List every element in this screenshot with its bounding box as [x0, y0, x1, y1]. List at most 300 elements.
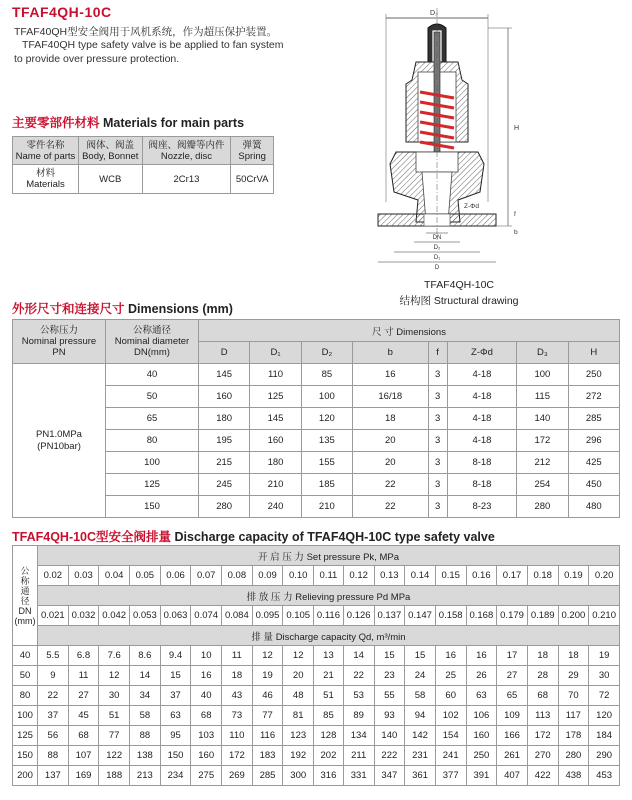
dimensions-heading-cn: 外形尺寸和连接尺寸: [12, 302, 125, 316]
capacity-cell: 106: [466, 706, 497, 726]
capacity-cell: 222: [374, 746, 405, 766]
table-cell: 215: [199, 452, 250, 474]
table-cell: 100: [106, 452, 199, 474]
capacity-cell: 202: [314, 746, 344, 766]
set-pressure-cell: 0.19: [558, 566, 589, 586]
capacity-cell: 12: [283, 646, 314, 666]
capacity-cell: 137: [38, 766, 69, 786]
capacity-cell: 27: [68, 686, 99, 706]
dn-vertical-label: 公 称 通 径 DN (mm): [13, 546, 38, 646]
capacity-cell: 73: [222, 706, 253, 726]
capacity-cell: 14: [130, 666, 161, 686]
relieving-pressure-cell: 0.179: [497, 606, 528, 626]
table-cell: 180: [199, 408, 250, 430]
dimensions-heading-en: Dimensions (mm): [128, 302, 233, 316]
set-pressure-cell: 0.04: [99, 566, 130, 586]
capacity-cell: 7.6: [99, 646, 130, 666]
table-cell: 125: [106, 474, 199, 496]
materials-heading-en: Materials for main parts: [103, 116, 245, 130]
table-cell: 20: [353, 430, 428, 452]
set-pressure-cell: 0.15: [435, 566, 466, 586]
capacity-cell: 68: [191, 706, 222, 726]
capacity-cell: 24: [405, 666, 436, 686]
capacity-cell: 123: [283, 726, 314, 746]
capacity-cell: 102: [435, 706, 466, 726]
capacity-cell: 27: [497, 666, 528, 686]
table-cell: 172: [517, 430, 568, 452]
capacity-cell: 5.5: [38, 646, 69, 666]
relieving-pressure-cell: 0.053: [130, 606, 161, 626]
capacity-cell: 48: [283, 686, 314, 706]
table-cell: 3: [428, 474, 447, 496]
table-row: [13, 666, 620, 686]
relieving-pressure-cell: 0.126: [343, 606, 374, 626]
capacity-cell: 16: [435, 646, 466, 666]
table-cell: 50: [106, 386, 199, 408]
product-title: TFAF4QH-10C: [12, 4, 112, 20]
capacity-cell: 285: [252, 766, 283, 786]
capacity-cell: 77: [252, 706, 283, 726]
label-d: D: [434, 265, 440, 270]
capacity-cell: 8.6: [130, 646, 161, 666]
capacity-dn-cell: 40: [13, 646, 38, 666]
label-d3: D₃: [430, 10, 438, 17]
dimension-column-header: H: [568, 342, 619, 364]
relieving-pressure-cell: 0.042: [99, 606, 130, 626]
table-cell: 3: [428, 452, 447, 474]
capacity-cell: 25: [435, 666, 466, 686]
table-cell: 16: [353, 364, 428, 386]
relieving-pressure-cell: 0.158: [435, 606, 466, 626]
capacity-cell: 140: [374, 726, 405, 746]
capacity-cell: 280: [558, 746, 589, 766]
capacity-cell: 172: [222, 746, 253, 766]
materials-header: 阀体、阀盖 Body, Bonnet: [78, 137, 142, 165]
capacity-cell: 93: [374, 706, 405, 726]
relieving-pressure-cell: 0.116: [314, 606, 344, 626]
table-cell: 18: [353, 408, 428, 430]
capacity-cell: 213: [130, 766, 161, 786]
capacity-cell: 30: [589, 666, 620, 686]
capacity-cell: 65: [497, 686, 528, 706]
table-cell: 245: [199, 474, 250, 496]
capacity-cell: 103: [191, 726, 222, 746]
table-cell: 140: [517, 408, 568, 430]
capacity-cell: 117: [558, 706, 589, 726]
capacity-cell: 347: [374, 766, 405, 786]
table-cell: 20: [353, 452, 428, 474]
table-cell: 120: [301, 408, 352, 430]
table-cell: 115: [517, 386, 568, 408]
capacity-cell: 172: [527, 726, 558, 746]
set-pressure-cell: 0.07: [191, 566, 222, 586]
table-cell: 480: [568, 496, 619, 518]
table-cell: 3: [428, 386, 447, 408]
label-d1: D₁: [433, 255, 441, 261]
table-cell: 280: [199, 496, 250, 518]
capacity-cell: 28: [527, 666, 558, 686]
label-d2: D₂: [433, 245, 441, 251]
capacity-cell: 250: [466, 746, 497, 766]
capacity-cell: 22: [343, 666, 374, 686]
capacity-cell: 63: [160, 706, 191, 726]
capacity-cell: 17: [497, 646, 528, 666]
set-pressure-cell: 0.17: [497, 566, 528, 586]
table-cell: 160: [199, 386, 250, 408]
dimension-column-header: Z-Φd: [447, 342, 517, 364]
table-cell: 4-18: [447, 364, 517, 386]
dimensions-heading: [12, 299, 233, 317]
set-pressure-cell: 0.09: [252, 566, 283, 586]
set-pressure-cell: 0.13: [374, 566, 405, 586]
table-cell: 100: [517, 364, 568, 386]
relieving-pressure-cell: 0.137: [374, 606, 405, 626]
relieving-pressure-cell: 0.063: [160, 606, 191, 626]
relieving-pressure-cell: 0.189: [527, 606, 558, 626]
dimension-column-header: D₁: [250, 342, 301, 364]
capacity-cell: 169: [68, 766, 99, 786]
capacity-cell: 110: [222, 726, 253, 746]
capacity-cell: 60: [435, 686, 466, 706]
capacity-cell: 30: [99, 686, 130, 706]
capacity-cell: 40: [191, 686, 222, 706]
capacity-heading-cn: TFAF4QH-10C型安全阀排量: [12, 530, 172, 544]
table-cell: 4-18: [447, 430, 517, 452]
table-cell: 272: [568, 386, 619, 408]
table-cell: 296: [568, 430, 619, 452]
discharge-header: 排 量 Discharge capacity Qd, m³/min: [38, 626, 620, 646]
table-cell: 195: [199, 430, 250, 452]
set-pressure-cell: 0.14: [405, 566, 436, 586]
capacity-cell: 6.8: [68, 646, 99, 666]
capacity-cell: 18: [222, 666, 253, 686]
dimensions-table: [12, 319, 620, 518]
capacity-cell: 43: [222, 686, 253, 706]
capacity-cell: 150: [160, 746, 191, 766]
capacity-cell: 290: [589, 746, 620, 766]
capacity-cell: 422: [527, 766, 558, 786]
table-cell: 160: [250, 430, 301, 452]
set-pressure-cell: 0.06: [160, 566, 191, 586]
capacity-cell: 51: [99, 706, 130, 726]
capacity-cell: 116: [252, 726, 283, 746]
label-dn: DN: [432, 235, 442, 241]
intro-cn: TFAF40QH型安全阀用于风机系统，作为超压保护装置。: [14, 26, 278, 38]
capacity-dn-cell: 125: [13, 726, 38, 746]
capacity-cell: 94: [405, 706, 436, 726]
relieving-pressure-cell: 0.168: [466, 606, 497, 626]
dimension-column-header: D: [199, 342, 250, 364]
capacity-cell: 15: [405, 646, 436, 666]
capacity-cell: 438: [558, 766, 589, 786]
capacity-cell: 68: [68, 726, 99, 746]
intro-en-line1: TFAF40QH type safety valve is be applied to fan system: [22, 39, 284, 51]
capacity-cell: 377: [435, 766, 466, 786]
table-row: [13, 726, 620, 746]
capacity-cell: 109: [497, 706, 528, 726]
capacity-cell: 46: [252, 686, 283, 706]
table-cell: 3: [428, 364, 447, 386]
set-pressure-cell: 0.20: [589, 566, 620, 586]
table-cell: 8-18: [447, 474, 517, 496]
capacity-cell: 15: [160, 666, 191, 686]
dn-header: 公称通径 Nominal diameter DN(mm): [106, 320, 199, 364]
capacity-cell: 14: [343, 646, 374, 666]
set-pressure-cell: 0.16: [466, 566, 497, 586]
set-pressure-cell: 0.10: [283, 566, 314, 586]
table-cell: 22: [353, 474, 428, 496]
capacity-cell: 88: [38, 746, 69, 766]
capacity-cell: 95: [160, 726, 191, 746]
table-cell: 150: [106, 496, 199, 518]
capacity-cell: 16: [466, 646, 497, 666]
label-zphi: Z-Φd: [464, 203, 479, 210]
capacity-cell: 160: [191, 746, 222, 766]
capacity-cell: 269: [222, 766, 253, 786]
relieving-pressure-cell: 0.095: [252, 606, 283, 626]
capacity-cell: 18: [527, 646, 558, 666]
capacity-cell: 453: [589, 766, 620, 786]
capacity-cell: 12: [99, 666, 130, 686]
capacity-cell: 316: [314, 766, 344, 786]
materials-header: 零件名称 Name of parts: [13, 137, 79, 165]
table-cell: 212: [517, 452, 568, 474]
materials-header: 阀座、阀瓣等内件 Nozzle, disc: [142, 137, 231, 165]
pn-value: [13, 364, 106, 518]
relieving-pressure-cell: 0.032: [68, 606, 99, 626]
capacity-cell: 58: [405, 686, 436, 706]
capacity-table: [12, 545, 620, 786]
set-pressure-header: 开 启 压 力 Set pressure Pk, MPa: [38, 546, 620, 566]
capacity-cell: 51: [314, 686, 344, 706]
set-pressure-cell: 0.11: [314, 566, 344, 586]
capacity-cell: 9.4: [160, 646, 191, 666]
table-cell: 80: [106, 430, 199, 452]
table-cell: 8-18: [447, 452, 517, 474]
set-pressure-cell: 0.08: [222, 566, 253, 586]
material-body: WCB: [78, 165, 142, 194]
capacity-cell: 88: [130, 726, 161, 746]
table-row: [13, 746, 620, 766]
set-pressure-cell: 0.03: [68, 566, 99, 586]
capacity-cell: 138: [130, 746, 161, 766]
capacity-cell: 261: [497, 746, 528, 766]
capacity-cell: 241: [435, 746, 466, 766]
capacity-cell: 21: [314, 666, 344, 686]
label-f: f: [514, 211, 516, 218]
table-cell: 280: [517, 496, 568, 518]
dimension-column-header: b: [353, 342, 428, 364]
capacity-cell: 183: [252, 746, 283, 766]
table-cell: 180: [250, 452, 301, 474]
table-cell: 250: [568, 364, 619, 386]
capacity-cell: 16: [191, 666, 222, 686]
table-row: [13, 686, 620, 706]
capacity-cell: 58: [130, 706, 161, 726]
table-cell: 3: [428, 430, 447, 452]
table-cell: 8-23: [447, 496, 517, 518]
capacity-cell: 34: [130, 686, 161, 706]
table-cell: 4-18: [447, 386, 517, 408]
capacity-cell: 120: [589, 706, 620, 726]
table-cell: 135: [301, 430, 352, 452]
capacity-cell: 178: [558, 726, 589, 746]
table-cell: 40: [106, 364, 199, 386]
capacity-cell: 70: [558, 686, 589, 706]
set-pressure-cell: 0.02: [38, 566, 69, 586]
capacity-cell: 85: [314, 706, 344, 726]
dimension-column-header: f: [428, 342, 447, 364]
capacity-cell: 45: [68, 706, 99, 726]
capacity-cell: 11: [222, 646, 253, 666]
capacity-cell: 10: [191, 646, 222, 666]
set-pressure-cell: 0.12: [343, 566, 374, 586]
capacity-cell: 26: [466, 666, 497, 686]
table-cell: 100: [301, 386, 352, 408]
table-cell: 450: [568, 474, 619, 496]
capacity-cell: 113: [527, 706, 558, 726]
table-cell: 145: [199, 364, 250, 386]
relieving-pressure-cell: 0.105: [283, 606, 314, 626]
materials-header: 弹簧 Spring: [231, 137, 274, 165]
capacity-cell: 407: [497, 766, 528, 786]
table-cell: 3: [428, 496, 447, 518]
relieving-pressure-header: 排 放 压 力 Relieving pressure Pd MPa: [38, 586, 620, 606]
capacity-cell: 37: [38, 706, 69, 726]
pn-header: 公称压力 Nominal pressure PN: [13, 320, 106, 364]
materials-heading: [12, 113, 244, 131]
capacity-cell: 361: [405, 766, 436, 786]
capacity-cell: 20: [283, 666, 314, 686]
capacity-cell: 37: [160, 686, 191, 706]
drawing-model: TFAF4QH-10C: [423, 279, 494, 291]
capacity-cell: 184: [589, 726, 620, 746]
capacity-cell: 72: [589, 686, 620, 706]
capacity-cell: 188: [99, 766, 130, 786]
table-cell: 185: [301, 474, 352, 496]
label-h: H: [514, 125, 520, 132]
table-row: [13, 766, 620, 786]
table-cell: 125: [250, 386, 301, 408]
table-cell: 16/18: [353, 386, 428, 408]
capacity-cell: 122: [99, 746, 130, 766]
material-spring: 50CrVA: [231, 165, 274, 194]
intro-en-line2: to provide over pressure protection.: [14, 53, 180, 65]
capacity-cell: 15: [374, 646, 405, 666]
set-pressure-cell: 0.18: [527, 566, 558, 586]
table-row: [13, 364, 620, 386]
capacity-cell: 56: [38, 726, 69, 746]
capacity-cell: 154: [435, 726, 466, 746]
table-cell: 210: [250, 474, 301, 496]
capacity-cell: 331: [343, 766, 374, 786]
capacity-dn-cell: 50: [13, 666, 38, 686]
dimension-column-header: D₃: [517, 342, 568, 364]
capacity-cell: 22: [38, 686, 69, 706]
capacity-cell: 29: [558, 666, 589, 686]
capacity-cell: 23: [374, 666, 405, 686]
relieving-pressure-cell: 0.210: [589, 606, 620, 626]
dimension-column-header: D₂: [301, 342, 352, 364]
capacity-heading-en: Discharge capacity of TFAF4QH-10C type safety valve: [174, 530, 495, 544]
capacity-cell: 234: [160, 766, 191, 786]
capacity-cell: 19: [252, 666, 283, 686]
capacity-cell: 77: [99, 726, 130, 746]
table-row: [13, 646, 620, 666]
materials-heading-cn: 主要零部件材料: [12, 116, 100, 130]
material-nozzle: 2Cr13: [142, 165, 231, 194]
pn-value-line2: (PN10bar): [37, 440, 81, 452]
capacity-dn-cell: 200: [13, 766, 38, 786]
table-cell: 425: [568, 452, 619, 474]
capacity-cell: 53: [343, 686, 374, 706]
relieving-pressure-cell: 0.021: [38, 606, 69, 626]
table-cell: 210: [301, 496, 352, 518]
table-cell: 145: [250, 408, 301, 430]
drawing-caption: 结构图 Structural drawing: [399, 295, 519, 307]
capacity-cell: 192: [283, 746, 314, 766]
pn-value-line1: PN1.0MPa: [36, 428, 82, 440]
capacity-cell: 166: [497, 726, 528, 746]
relieving-pressure-cell: 0.074: [191, 606, 222, 626]
relieving-pressure-cell: 0.147: [405, 606, 436, 626]
set-pressure-cell: 0.05: [130, 566, 161, 586]
capacity-cell: 55: [374, 686, 405, 706]
capacity-cell: 107: [68, 746, 99, 766]
capacity-cell: 9: [38, 666, 69, 686]
table-row: [13, 706, 620, 726]
capacity-cell: 19: [589, 646, 620, 666]
capacity-cell: 134: [343, 726, 374, 746]
capacity-cell: 391: [466, 766, 497, 786]
table-cell: 155: [301, 452, 352, 474]
relieving-pressure-cell: 0.084: [222, 606, 253, 626]
table-cell: 3: [428, 408, 447, 430]
label-b: b: [514, 229, 518, 236]
capacity-cell: 211: [343, 746, 374, 766]
capacity-heading: [12, 527, 495, 545]
capacity-cell: 12: [252, 646, 283, 666]
dimensions-group-header: 尺 寸 Dimensions: [199, 320, 620, 342]
capacity-cell: 13: [314, 646, 344, 666]
materials-row-label: 材料 Materials: [13, 165, 79, 194]
capacity-dn-cell: 100: [13, 706, 38, 726]
capacity-dn-cell: 80: [13, 686, 38, 706]
table-cell: 22: [353, 496, 428, 518]
capacity-cell: 68: [527, 686, 558, 706]
capacity-cell: 63: [466, 686, 497, 706]
capacity-cell: 89: [343, 706, 374, 726]
capacity-cell: 160: [466, 726, 497, 746]
table-cell: 254: [517, 474, 568, 496]
capacity-cell: 231: [405, 746, 436, 766]
table-cell: 85: [301, 364, 352, 386]
capacity-cell: 275: [191, 766, 222, 786]
table-cell: 110: [250, 364, 301, 386]
capacity-cell: 81: [283, 706, 314, 726]
capacity-cell: 300: [283, 766, 314, 786]
capacity-cell: 11: [68, 666, 99, 686]
table-cell: 4-18: [447, 408, 517, 430]
capacity-cell: 270: [527, 746, 558, 766]
table-cell: 240: [250, 496, 301, 518]
capacity-dn-cell: 150: [13, 746, 38, 766]
relieving-pressure-cell: 0.200: [558, 606, 589, 626]
capacity-cell: 18: [558, 646, 589, 666]
capacity-cell: 142: [405, 726, 436, 746]
materials-table: [12, 136, 274, 194]
table-cell: 285: [568, 408, 619, 430]
